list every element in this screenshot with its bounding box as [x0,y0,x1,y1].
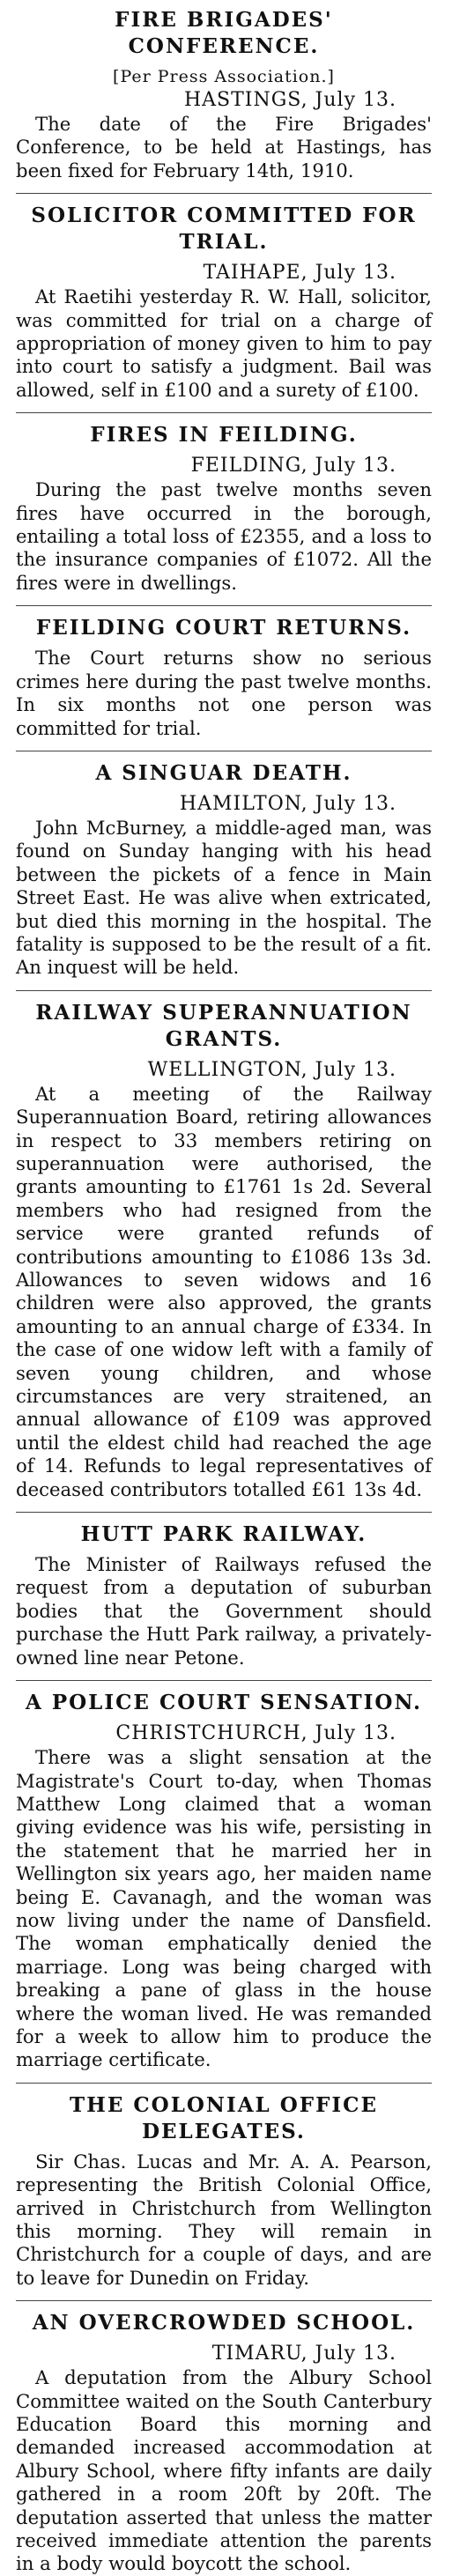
article-solicitor [16,203,432,402]
article-dateline: FEILDING, July 13. [190,455,396,477]
newspaper-column [16,7,432,2576]
article-feilding-court [16,615,432,740]
article-railway-superannuation [16,1000,432,1501]
column-rule [16,412,432,413]
column-rule [16,605,432,606]
article-body: The date of the Fire Brigades' Conference, to be held at Hastings, has been fixed for February 14th, 1910. [16,113,432,181]
article-body: Sir Chas. Lucas and Mr. A. A. Pearson, representing the British Colonial Office, arrived in Christchurch from Wellington this morning. They will remain in Christchurch for a couple of days, and are to leave for Dunedin on Friday. [16,2150,432,2289]
article-fire-brigades [16,7,432,182]
article-body: The Court returns show no serious crimes here during the past twelve months. In six months not one person was committed for trial. [16,647,432,739]
article-singular-death [16,760,432,980]
article-dateline: HASTINGS, July 13. [183,89,396,111]
article-heading: RAILWAY SUPERANNUATION GRANTS. [35,1000,412,1051]
article-heading: FIRE BRIGADES' CONFERENCE. [115,8,333,58]
article-body: John McBurney, a middle-aged man, was found on Sunday hanging with his head between the pickets of a fence in Main Street East. He was alive when extricated, but died this morning in the hospital. The fatality is supposed to be the result of a fit. An inquest will be held. [16,816,432,979]
article-heading: AN OVERCROWDED SCHOOL. [32,2311,416,2335]
column-rule [16,2300,432,2301]
article-overcrowded-school [16,2310,432,2576]
news-source: [Per Press Association.] [113,67,335,86]
article-dateline: HAMILTON, July 13. [179,792,396,815]
column-rule [16,193,432,194]
article-body: The Minister of Railways refused the request from a deputation of suburban bodies that the Government should purchase the Hutt Park railway, a privately-owned line near Petone. [16,1553,432,1669]
article-hutt-park [16,1521,432,1669]
column-rule [16,1512,432,1513]
article-heading: FEILDING COURT RETURNS. [35,616,412,640]
article-body: A deputation from the Albury School Committee waited on the South Canterbury Education Board this morning and demanded increased accommodation at Albury School, where fifty infants are daily gathered in a room 20ft by 20ft. The deputation asserted that unless the matter received immediate attention the parents in a body would boycott the school. [16,2366,432,2575]
article-heading: A SINGUAR DEATH. [95,760,352,785]
article-body: At Raetihi yesterday R. W. Hall, solicitor, was committed for trial on a charge of appropriation of money given to him to pay into court to satisfy a judgment. Bail was allowed, self in £100 and a surety of £100. [16,285,432,401]
article-heading: HUTT PARK RAILWAY. [80,1522,367,1547]
article-dateline: CHRISTCHURCH, July 13. [115,1722,396,1745]
column-rule [16,990,432,991]
article-body: At a meeting of the Railway Superannuation Board, retiring allowances in respect to 33 members retiring on superannuation were authorised, the grants amounting to £1761 1s 2d. Several members who had resigned from the service were granted refunds of contributions amounting to £1086 13s 3d. Allowances to seven widows and 16 children were also approved, the grants amounting to an annual charge of £334. In the case of one widow left with a family of seven young children, and whose circumstances are very straitened, an annual allowance of £109 was approved until the eldest child had reached the age of 14. Refunds to legal representatives of deceased contributors totalled £61 13s 4d. [16,1082,432,1500]
column-rule [16,2083,432,2084]
article-dateline: TAIHAPE, July 13. [203,262,396,285]
article-heading: A POLICE COURT SENSATION. [25,1691,423,1715]
article-heading: SOLICITOR COMMITTED FOR TRIAL. [31,204,417,255]
article-heading: FIRES IN FEILDING. [90,423,358,448]
article-fires-feilding [16,422,432,595]
column-rule [16,1680,432,1681]
article-dateline: TIMARU, July 13. [211,2343,396,2365]
article-body: During the past twelve months seven fires have occurred in the borough, entailing a total loss of £2355, and a loss to the insurance companies of £1072. All the fires were in dwellings. [16,478,432,594]
article-body: There was a slight sensation at the Magistrate's Court to-day, when Thomas Matthew Long claimed that a woman giving evidence was his wife, persisting in the statement that he married her in Wellington six years ago, her maiden name being E. Cavanagh, and the woman was now living under the name of Dansfield. The woman emphatically denied the marriage. Long was being charged with breaking a pane of glass in the house where the woman lived. He was remanded for a week to allow him to produce the marriage certificate. [16,1746,432,2071]
article-police-court [16,1690,432,2072]
article-colonial-office [16,2092,432,2290]
article-dateline: WELLINGTON, July 13. [147,1058,396,1081]
article-heading: THE COLONIAL OFFICE DELEGATES. [69,2092,379,2143]
